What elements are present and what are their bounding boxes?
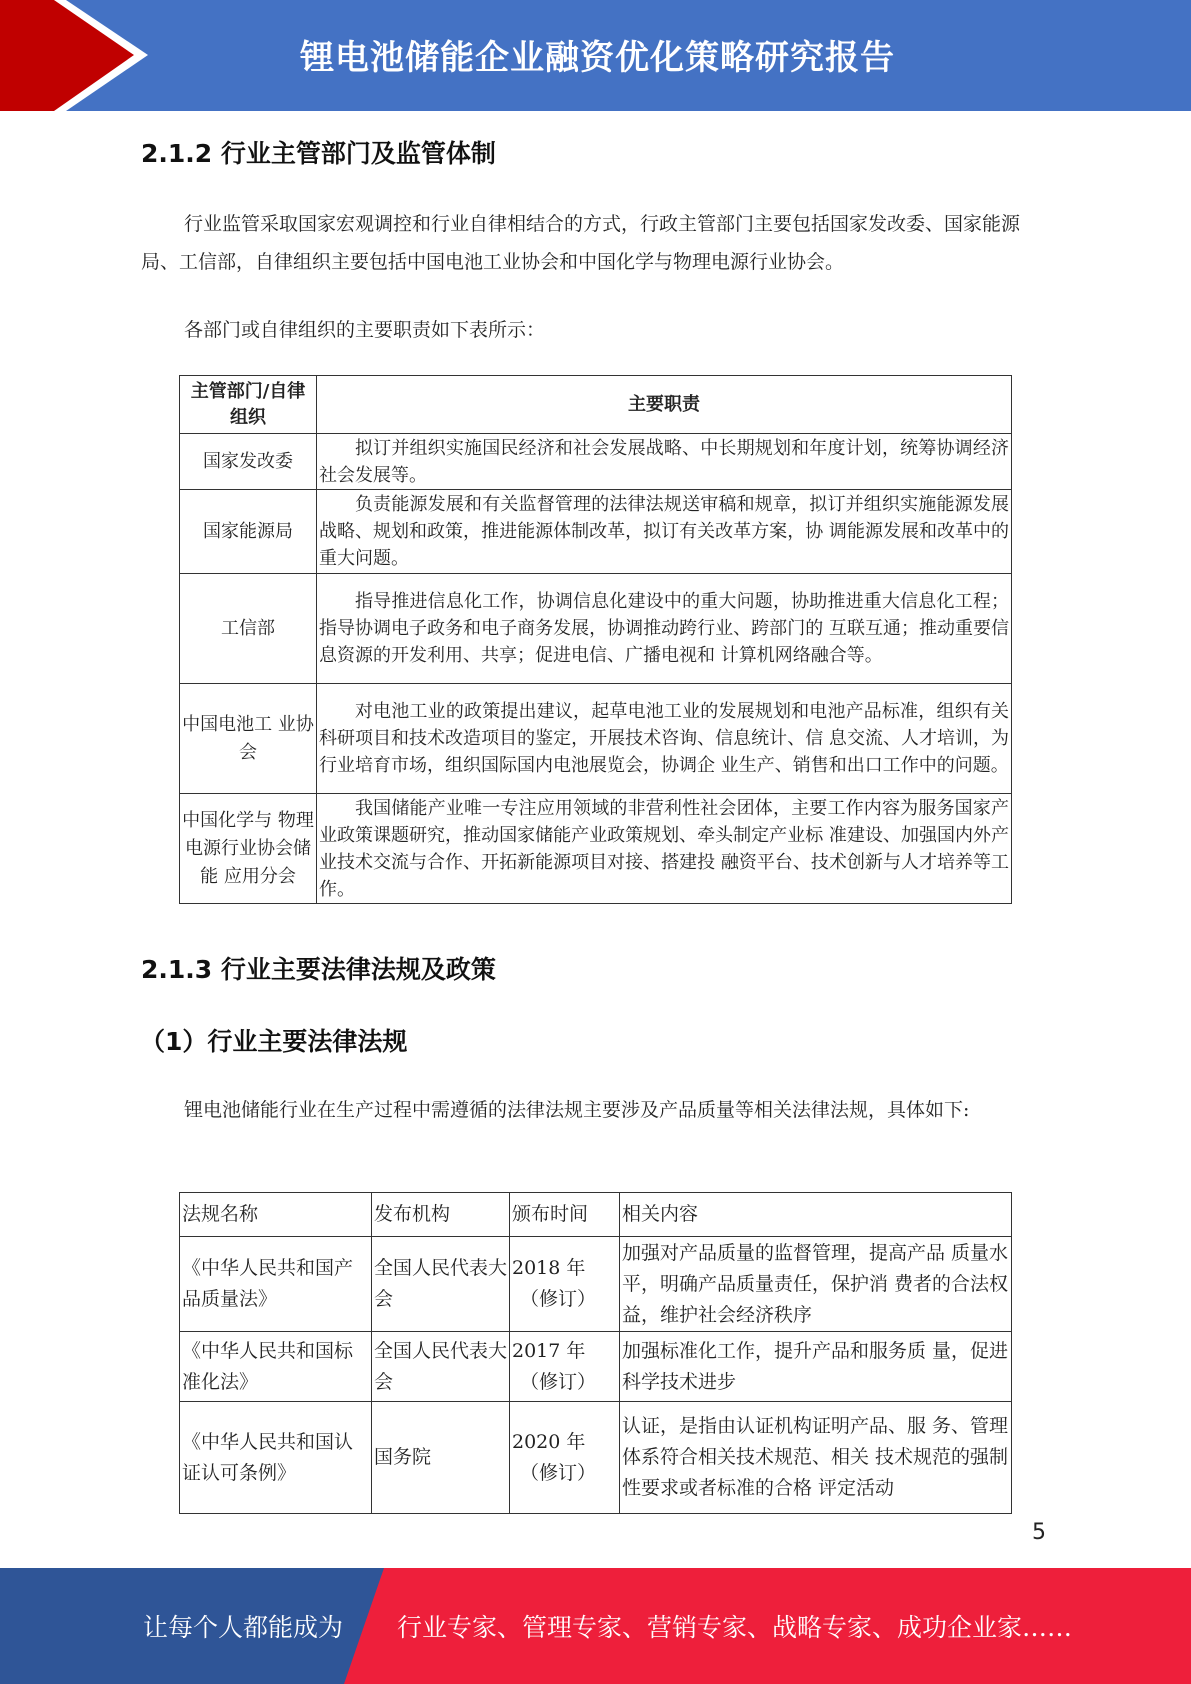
paragraph-regulation: 行业监管采取国家宏观调控和行业自律相结合的方式，行政主管部门主要包括国家发改委、国家能源局、工信部，自律组织主要包括中国电池工业协会和中国化学与物理电源行业协会。 — [141, 213, 1021, 273]
agency-cell: 全国人民代表大会 — [372, 1332, 510, 1402]
org-cell: 国家能源局 — [180, 490, 317, 574]
table-header-duty: 主要职责 — [317, 376, 1012, 434]
law-name-cell: 《中华人民共和国产品质量法》 — [180, 1237, 372, 1332]
paragraph-table-intro: 各部门或自律组织的主要职责如下表所示： — [184, 319, 546, 341]
revision-text: （修订） — [520, 1461, 597, 1484]
duty-cell: 对电池工业的政策提出建议，起草电池工业的发展规划和电池产品标准，组织有关科研项目和技术改造项目的鉴定，开展技术咨询、信息统计、信 息交流、人才培训，为行业培育市场，组织国际国内电池展览会，协调企 业生产、销售和出口工作中的问题。 — [317, 684, 1012, 794]
content-cell: 认证，是指由认证机构证明产品、服 务、管理体系符合相关技术规范、相关 技术规范的强制性要求或者标准的合格 评定活动 — [620, 1402, 1012, 1514]
laws-table — [179, 1192, 1012, 1514]
duty-cell: 负责能源发展和有关监督管理的法律法规送审稿和规章，拟订并组织实施能源发展战略、规划和政策，推进能源体制改革，拟订有关改革方案，协 调能源发展和改革中的重大问题。 — [317, 490, 1012, 574]
revision-text: （修订） — [520, 1370, 597, 1393]
table-row — [180, 574, 1012, 684]
red-chevron-decoration — [0, 0, 160, 111]
report-title: 锂电池储能企业融资优化策略研究报告 — [300, 38, 895, 78]
org-cell: 中国化学与 物理电源行业协会储能 应用分会 — [180, 794, 317, 904]
content-cell: 加强标准化工作，提升产品和服务质 量，促进科学技术进步 — [620, 1332, 1012, 1402]
section-heading-2-1-3: 2.1.3 行业主要法律法规及政策 — [141, 955, 496, 984]
table-row — [180, 434, 1012, 490]
table-header-row — [180, 1193, 1012, 1237]
org-cell: 工信部 — [180, 574, 317, 684]
year-text: 2017 年 — [512, 1339, 586, 1362]
table-row — [180, 490, 1012, 574]
law-name-cell: 《中华人民共和国认证认可条例》 — [180, 1402, 372, 1514]
subsection-heading-laws: （1）行业主要法律法规 — [140, 1027, 408, 1056]
table-header-date: 颁布时间 — [510, 1193, 620, 1237]
date-cell — [510, 1402, 620, 1514]
org-cell: 国家发改委 — [180, 434, 317, 490]
year-text: 2018 年 — [512, 1257, 586, 1279]
year-text: 2020 年 — [512, 1430, 586, 1453]
agency-cell: 国务院 — [372, 1402, 510, 1514]
footer-slogan-right: 行业专家、管理专家、营销专家、战略专家、成功企业家…… — [397, 1613, 1073, 1642]
revision-text: （修订） — [520, 1288, 597, 1310]
table-row — [180, 1402, 1012, 1514]
page-number: 5 — [1032, 1520, 1046, 1545]
duty-cell: 拟订并组织实施国民经济和社会发展战略、中长期规划和年度计划，统筹协调经济社会发展等。 — [317, 434, 1012, 490]
org-cell: 中国电池工 业协会 — [180, 684, 317, 794]
table-header-row — [180, 376, 1012, 434]
content-cell: 加强对产品质量的监督管理，提高产品 质量水平，明确产品质量责任，保护消 费者的合法权益，维护社会经济秩序 — [620, 1237, 1012, 1332]
table-header-content: 相关内容 — [620, 1193, 1012, 1237]
law-name-cell: 《中华人民共和国标准化法》 — [180, 1332, 372, 1402]
date-cell — [510, 1332, 620, 1402]
table-row — [180, 684, 1012, 794]
responsibilities-table — [179, 375, 1012, 904]
table-row — [180, 794, 1012, 904]
table-row — [180, 1237, 1012, 1332]
table-header-agency: 发布机构 — [372, 1193, 510, 1237]
page-footer-banner — [0, 1568, 1191, 1684]
table-header-org: 主管部门/自律组织 — [180, 376, 317, 434]
section-heading-2-1-2: 2.1.2 行业主管部门及监管体制 — [141, 139, 496, 168]
duty-cell: 指导推进信息化工作，协调信息化建设中的重大问题，协助推进重大信息化工程；指导协调电子政务和电子商务发展，协调推动跨行业、跨部门的 互联互通；推动重要信息资源的开发利用、共享；促进电信、广播电视和 计算机网络融合等。 — [317, 574, 1012, 684]
date-cell — [510, 1237, 620, 1332]
page-header-banner — [0, 0, 1191, 111]
table-row — [180, 1332, 1012, 1402]
table-header-name: 法规名称 — [180, 1193, 372, 1237]
agency-cell: 全国人民代表大会 — [372, 1237, 510, 1332]
footer-slogan-left: 让每个人都能成为 — [143, 1613, 344, 1642]
duty-cell: 我国储能产业唯一专注应用领域的非营利性社会团体，主要工作内容为服务国家产业政策课题研究，推动国家储能产业政策规划、牵头制定产业标 准建设、加强国内外产业技术交流与合作、开拓新能源项目对接、搭建投 融资平台、技术创新与人才培养等工作。 — [317, 794, 1012, 904]
paragraph-laws-intro: 锂电池储能行业在生产过程中需遵循的法律法规主要涉及产品质量等相关法律法规，具体如下: — [184, 1099, 970, 1121]
